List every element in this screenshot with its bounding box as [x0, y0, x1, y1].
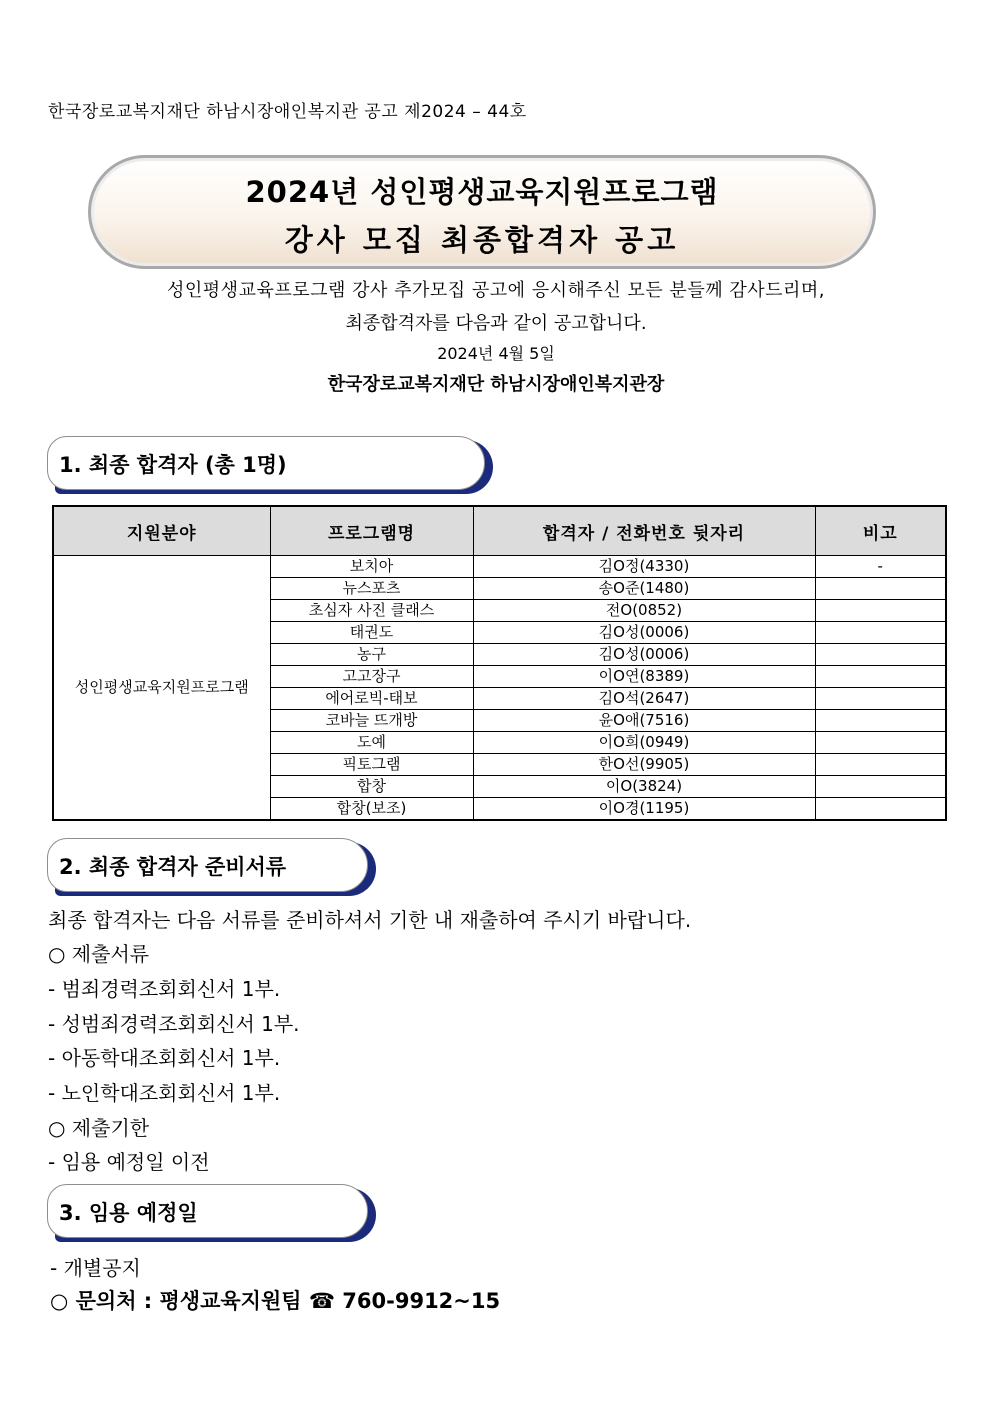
- document-item: - 아동학대조회회신서 1부.: [48, 1046, 281, 1070]
- results-table: [52, 505, 947, 821]
- note-cell: [815, 776, 946, 798]
- table-row: [53, 556, 946, 578]
- col-header-field: 지원분야: [53, 506, 270, 556]
- person-cell: 김O정(4330): [473, 556, 815, 578]
- person-cell: 김O성(0006): [473, 622, 815, 644]
- person-cell: 이O(3824): [473, 776, 815, 798]
- program-cell: 보치아: [270, 556, 473, 578]
- person-cell: 이O희(0949): [473, 732, 815, 754]
- intro-line-2: 최종합격자를 다음과 같이 공고합니다.: [345, 313, 647, 334]
- table-header-row: [53, 506, 946, 556]
- person-cell: 전O(0852): [473, 600, 815, 622]
- col-header-note: 비고: [815, 506, 946, 556]
- title-line-1: 2024년 성인평생교육지원프로그램: [245, 175, 719, 209]
- person-cell: 김O성(0006): [473, 644, 815, 666]
- program-cell: 코바늘 뜨개방: [270, 710, 473, 732]
- program-cell: 고고장구: [270, 666, 473, 688]
- note-cell: [815, 600, 946, 622]
- person-cell: 이O경(1195): [473, 798, 815, 821]
- title-banner: [88, 155, 876, 269]
- deadline-detail: - 임용 예정일 이전: [48, 1150, 210, 1174]
- contact-info: ○ 문의처 : 평생교육지원팀 ☎ 760-9912~15: [50, 1289, 501, 1313]
- note-cell: [815, 578, 946, 600]
- intro-line-1: 성인평생교육프로그램 강사 추가모집 공고에 응시해주신 모든 분들께 감사드리며,: [167, 280, 825, 301]
- section-1-heading-box: [47, 436, 485, 490]
- note-cell: [815, 754, 946, 776]
- deadline-title: ○ 제출기한: [48, 1116, 150, 1140]
- program-cell: 합창: [270, 776, 473, 798]
- documents-title: ○ 제출서류: [48, 942, 150, 966]
- section-3-heading-box: [47, 1184, 368, 1238]
- program-cell: 에어로빅-태보: [270, 688, 473, 710]
- document-item: - 성범죄경력조회회신서 1부.: [48, 1012, 300, 1036]
- person-cell: 김O석(2647): [473, 688, 815, 710]
- program-cell: 도예: [270, 732, 473, 754]
- note-cell: [815, 644, 946, 666]
- field-cell: 성인평생교육지원프로그램: [53, 556, 270, 821]
- person-cell: 윤O애(7516): [473, 710, 815, 732]
- section-1-heading: 1. 최종 합격자 (총 1명): [59, 453, 287, 477]
- program-cell: 초심자 사진 클래스: [270, 600, 473, 622]
- col-header-program: 프로그램명: [270, 506, 473, 556]
- person-cell: 이O연(8389): [473, 666, 815, 688]
- program-cell: 뉴스포츠: [270, 578, 473, 600]
- section-3-heading: 3. 임용 예정일: [59, 1201, 198, 1225]
- program-cell: 합창(보조): [270, 798, 473, 821]
- note-cell: [815, 732, 946, 754]
- note-cell: [815, 622, 946, 644]
- appointment-detail: - 개별공지: [50, 1256, 141, 1280]
- person-cell: 한O선(9905): [473, 754, 815, 776]
- note-cell: [815, 688, 946, 710]
- note-cell: [815, 666, 946, 688]
- person-cell: 송O준(1480): [473, 578, 815, 600]
- note-cell: [815, 710, 946, 732]
- issuing-organization: 한국장로교복지재단 하남시장애인복지관장: [327, 374, 665, 395]
- documents-intro: 최종 합격자는 다음 서류를 준비하셔서 기한 내 재출하여 주시기 바랍니다.: [48, 908, 692, 932]
- note-cell: [815, 798, 946, 821]
- section-2-heading-box: [47, 838, 368, 892]
- notice-number: 한국장로교복지재단 하남시장애인복지관 공고 제2024 – 44호: [48, 102, 527, 122]
- document-item: - 범죄경력조회회신서 1부.: [48, 977, 281, 1001]
- program-cell: 농구: [270, 644, 473, 666]
- section-2-heading: 2. 최종 합격자 준비서류: [59, 855, 287, 879]
- title-line-2: 강사 모집 최종합격자 공고: [284, 223, 680, 257]
- program-cell: 픽토그램: [270, 754, 473, 776]
- note-cell: -: [815, 556, 946, 578]
- col-header-person: 합격자 / 전화번호 뒷자리: [473, 506, 815, 556]
- program-cell: 태권도: [270, 622, 473, 644]
- document-item: - 노인학대조회회신서 1부.: [48, 1081, 281, 1105]
- notice-date: 2024년 4월 5일: [437, 344, 555, 363]
